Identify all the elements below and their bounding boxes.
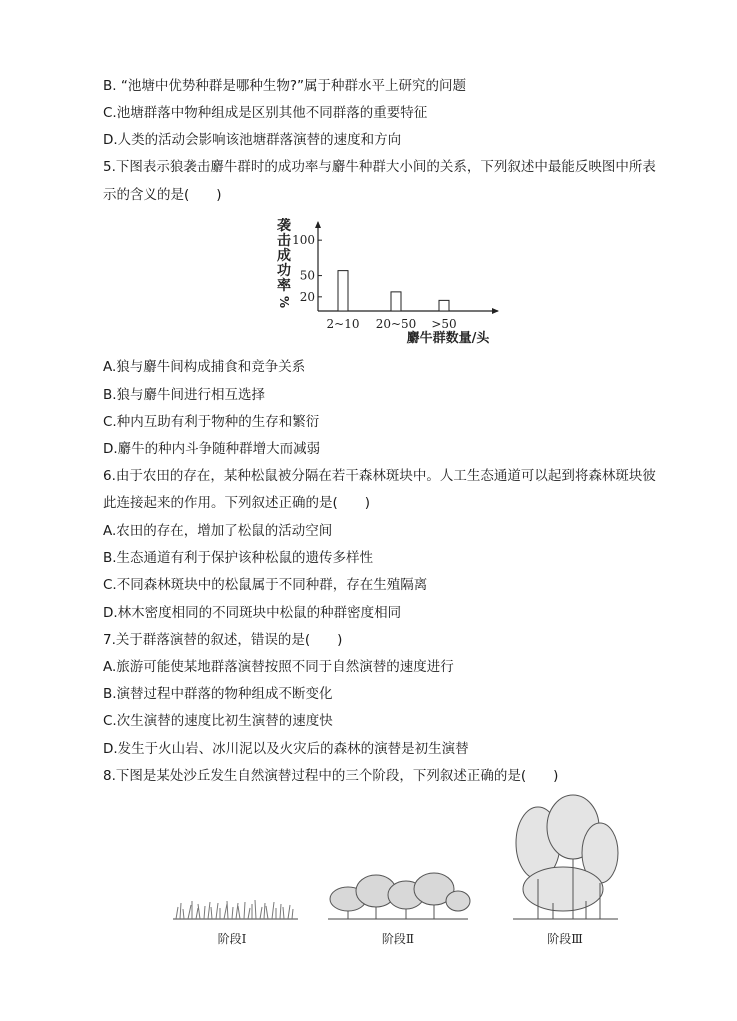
y-axis-label-char: 功 [277, 263, 291, 279]
stage-1-grass-drawing [173, 900, 298, 919]
y-axis-label-char: 率 [277, 278, 291, 294]
bar-2 [391, 292, 401, 311]
option-7d: D.发生于火山岩、冰川泥以及火灾后的森林的演替是初生演替 [103, 741, 469, 757]
x-tick-label: 20~50 [375, 317, 417, 331]
y-tick-label: 100 [292, 233, 315, 248]
option-6b: B.生态通道有利于保护该种松鼠的遗传多样性 [103, 550, 374, 566]
y-tick-label: 50 [299, 268, 315, 283]
y-axis-unit: % [277, 295, 291, 309]
option-4d: D.人类的活动会影响该池塘群落演替的速度和方向 [103, 132, 402, 148]
question-6-line-2: 此连接起来的作用。下列叙述正确的是( ) [103, 495, 371, 511]
stage-2-label: 阶段Ⅱ [381, 932, 415, 946]
option-7c: C.次生演替的速度比初生演替的速度快 [103, 713, 333, 729]
x-axis-arrow [492, 308, 499, 314]
x-axis-label: 麝牛群数量/头 [406, 331, 490, 346]
stage-2-shrub-drawing [328, 873, 470, 919]
question-6-line-1: 6.由于农田的存在，某种松鼠被分隔在若干森林斑块中。人工生态通道可以起到将森林斑块彼 [103, 468, 656, 484]
option-7b: B.演替过程中群落的物种组成不断变化 [103, 686, 333, 702]
y-axis-label-char: 成 [277, 248, 291, 264]
succession-stages-figure [168, 793, 628, 953]
attack-success-chart [270, 218, 510, 350]
option-5d: D.麝牛的种内斗争随种群增大而减弱 [103, 441, 321, 457]
option-5a: A.狼与麝牛间构成捕食和竞争关系 [103, 359, 306, 375]
y-axis-label-char: 袭 [277, 218, 291, 234]
y-axis-label-char: 击 [277, 233, 291, 249]
option-4b: B. “池塘中优势种群是哪种生物?”属于种群水平上研究的问题 [103, 78, 466, 94]
stage-3-forest-drawing [513, 795, 618, 919]
question-7: 7.关于群落演替的叙述，错误的是( ) [103, 632, 343, 648]
question-8: 8.下图是某处沙丘发生自然演替过程中的三个阶段，下列叙述正确的是( ) [103, 768, 559, 784]
x-tick-label: 2~10 [326, 317, 360, 331]
stage-3-label: 阶段Ⅲ [547, 932, 583, 946]
option-6d: D.林木密度相同的不同斑块中松鼠的种群密度相同 [103, 605, 402, 621]
bar-chart-svg [270, 218, 510, 350]
y-tick-label: 20 [299, 289, 315, 304]
succession-illustration [168, 793, 628, 953]
question-5-line-2: 示的含义的是( ) [103, 187, 222, 203]
option-6c: C.不同森林斑块中的松鼠属于不同种群，存在生殖隔离 [103, 577, 428, 593]
option-5b: B.狼与麝牛间进行相互选择 [103, 387, 266, 403]
question-5-line-1: 5.下图表示狼袭击麝牛群时的成功率与麝牛种群大小间的关系，下列叙述中最能反映图中所表 [103, 159, 656, 175]
option-6a: A.农田的存在，增加了松鼠的活动空间 [103, 523, 333, 539]
stage-1-label: 阶段Ⅰ [217, 932, 247, 946]
option-5c: C.种内互助有利于物种的生存和繁衍 [103, 414, 320, 430]
bar-3 [439, 300, 449, 311]
option-4c: C.池塘群落中物种组成是区别其他不同群落的重要特征 [103, 105, 428, 121]
x-tick-label: >50 [431, 317, 457, 331]
y-axis-arrow [315, 221, 321, 228]
bar-1 [338, 271, 348, 311]
option-7a: A.旅游可能使某地群落演替按照不同于自然演替的速度进行 [103, 659, 454, 675]
